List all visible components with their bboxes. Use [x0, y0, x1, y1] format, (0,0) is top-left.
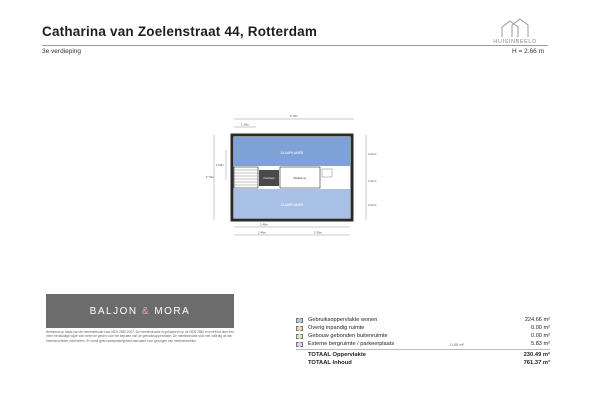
legend-value: 0.00 m²: [531, 325, 550, 331]
total-area-label: TOTAAL Oppervlakte: [308, 351, 366, 358]
total-volume-label: TOTAAL Inhoud: [308, 359, 352, 366]
total-volume-value: 761.37 m³: [523, 359, 550, 366]
dim-bottom-right: 3.30m: [313, 230, 323, 235]
floor-label: 3e verdieping: [42, 48, 82, 55]
dim-bottom-left: 2.46m: [257, 230, 267, 235]
brand-name-right: MORA: [154, 305, 191, 317]
dim-total-width: 5.79m: [289, 114, 299, 118]
legend-row: [296, 316, 550, 324]
dim-bottom-mid: 2.46m: [259, 222, 269, 227]
bath-label: Badkamer: [293, 176, 307, 180]
legend-swatch: [296, 334, 303, 339]
dim-left-top: 1.18m: [240, 122, 250, 127]
dim-height-left: 5.70m: [205, 175, 215, 179]
dim-right-1: 2.02m: [368, 152, 377, 156]
legend-note: - 0.00 m²: [447, 341, 464, 347]
dim-right-3: 2.02m: [368, 203, 377, 207]
floor-plan: [184, 110, 384, 250]
legend-value: 0.00 m²: [531, 333, 550, 339]
legend-label: Gebouw gebonden buitenruimte: [308, 333, 388, 339]
legend-swatch: [296, 342, 303, 347]
header-rule: [42, 45, 548, 46]
brand-name-left: BALJON: [89, 305, 138, 317]
legend-value: 5.83 m²: [531, 341, 550, 347]
legend-row: [296, 340, 550, 348]
area-legend: [296, 316, 550, 367]
legend-label: Overig inpandig ruimte: [308, 325, 365, 331]
logo-text: HUISINBEELD: [493, 39, 537, 45]
room-top-label: SLAAPKAMER: [280, 151, 304, 155]
total-volume-row: [296, 359, 550, 367]
dim-stair: 1.50m: [215, 163, 224, 167]
legend-label: Externe bergruimte / parkeerplaats: [308, 341, 395, 347]
legend-row: [296, 324, 550, 332]
room-bottom-label: SLAAPKAMER: [280, 203, 304, 207]
legend-label: Gebruiksoppervlakte wonen: [308, 317, 378, 323]
legend-divider: [296, 349, 550, 350]
legend-value: 224.66 m²: [524, 317, 550, 323]
legend-swatch: [296, 318, 303, 323]
dim-right-2: 1.60m: [368, 179, 377, 183]
legend-row: [296, 332, 550, 340]
ceiling-height: H = 2.66 m: [512, 48, 544, 55]
brand-amp: &: [141, 305, 151, 317]
landing-label: Overloop: [263, 176, 275, 180]
address-title: Catharina van Zoelenstraat 44, Rotterdam: [42, 24, 318, 39]
total-area-value: 230.49 m²: [523, 351, 550, 358]
measurement-disclaimer: Berekend op basis van de meetmethode voor NEN 2580:2007. De meetinstructie is gebaseerd op de NEN 2580 en heeft tot doel een meer eenduidige wijze van meten te geven voor het bepalen van de gebruiksoppervlakte. De meetinstructie sluit niet volledig uit dat meetverschillen voorkomen. Er wordt geen aansprakelijkheid aanvaard voor gevolgen van meetverschillen.: [46, 330, 235, 343]
total-area-row: [296, 351, 550, 359]
brand-logo: [46, 294, 234, 328]
legend-swatch: [296, 326, 303, 331]
